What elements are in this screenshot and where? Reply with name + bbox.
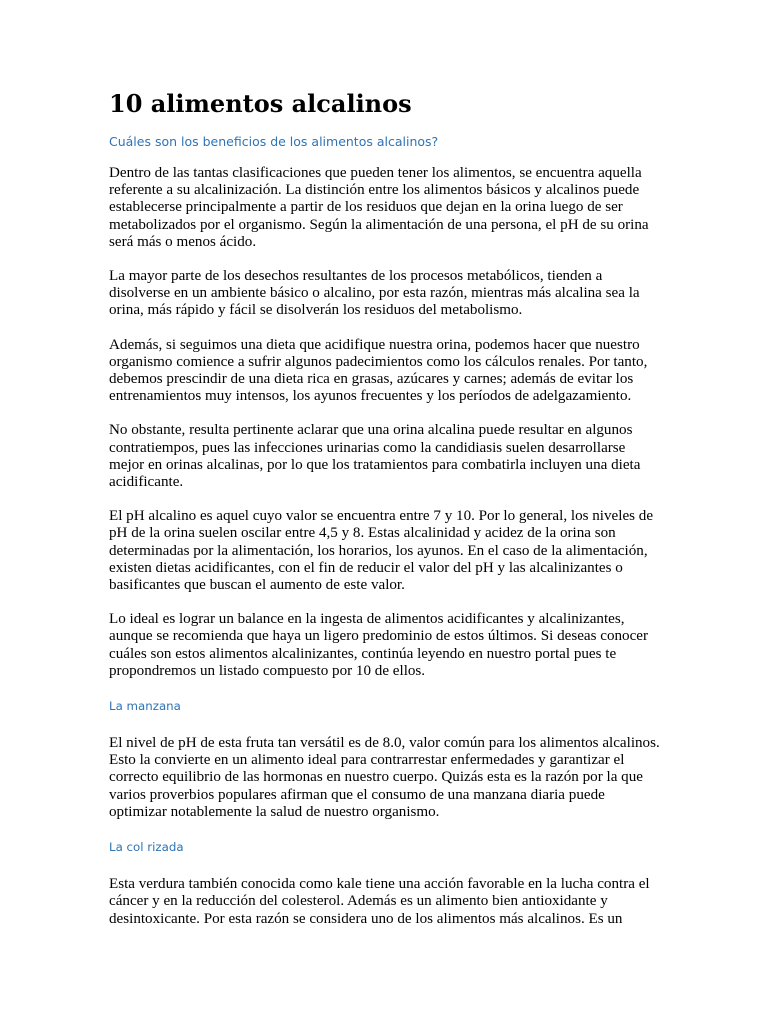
document-subtitle: Cuáles son los beneficios de los alimentos alcalinos? bbox=[109, 134, 439, 149]
section-body-la-col-rizada: Esta verdura también conocida como kale tiene una acción favorable en la lucha contra el cáncer y en la reducción del colesterol. Además es un alimento bien antioxidante y desintoxicante. Por esta razón se considera uno de los alimentos más alcalinos. Es un bbox=[109, 876, 650, 927]
paragraph: La mayor parte de los desechos resultantes de los procesos metabólicos, tienden a disolverse en un ambiente básico o alcalino, por esta razón, mientras más alcalina sea la orina, más rápido y fácil se disolverán los residuos del metabolismo. bbox=[109, 268, 640, 319]
paragraph: Dentro de las tantas clasificaciones que pueden tener los alimentos, se encuentra aquella referente a su alcalinización. La distinción entre los alimentos básicos y alcalinos puede establecerse principalmente a partir de los residuos que dejan en la orina luego de ser metabolizados por el organismo. Según la alimentación de una persona, el pH de su orina será más o menos ácido. bbox=[109, 165, 649, 250]
paragraph: Lo ideal es lograr un balance en la ingesta de alimentos acidificantes y alcalinizantes, aunque se recomienda que haya un ligero predominio de estos últimos. Si deseas conocer cuáles son estos alimentos alcalinizantes, continúa leyendo en nuestro portal pues te propondremos un listado compuesto por 10 de ellos. bbox=[109, 611, 649, 679]
paragraph: No obstante, resulta pertinente aclarar que una orina alcalina puede resultar en algunos contratiempos, pues las infecciones urinarias como la candidiasis suelen desarrollarse mejor en orinas alcalinas, por lo que los tratamientos para combatirla incluyen una dieta acidificante. bbox=[109, 422, 641, 491]
section-heading-la-col-rizada: La col rizada bbox=[109, 840, 184, 855]
paragraph: El pH alcalino es aquel cuyo valor se encuentra entre 7 y 10. Por lo general, los niveles de pH de la orina suelen oscilar entre 4,5 y 8. Estas alcalinidad y acidez de la orina son determinadas por la alimentación, los horarios, los ayunos. En el caso de la alimentación, existen dietas acidificantes, con el fin de reducir el valor del pH y las alcalinizantes o basificantes que buscan el aumento de este valor. bbox=[109, 508, 654, 594]
paragraph: Además, si seguimos una dieta que acidifique nuestra orina, podemos hacer que nuestro organismo comience a sufrir algunos padecimientos como los cálculos renales. Por tanto, debemos prescindir de una dieta rica en grasas, azúcares y carnes; además de evitar los entrenamientos muy intensos, los ayunos frecuentes y los períodos de adelgazamiento. bbox=[109, 336, 648, 405]
section-body-la-manzana: El nivel de pH de esta fruta tan versátil es de 8.0, valor común para los alimentos alcalinos. Esto la convierte en un alimento ideal para contrarrestar enfermedades y garantizar el correcto equilibrio de las hormonas en nuestro cuerpo. Quizás esta es la razón por la que varios proverbios populares afirman que el consumo de una manzana diaria puede optimizar notablemente la salud de nuestro organismo. bbox=[109, 735, 660, 820]
section-heading-la-manzana: La manzana bbox=[109, 699, 181, 714]
document-body bbox=[109, 86, 661, 928]
document-title: 10 alimentos alcalinos bbox=[109, 89, 412, 118]
